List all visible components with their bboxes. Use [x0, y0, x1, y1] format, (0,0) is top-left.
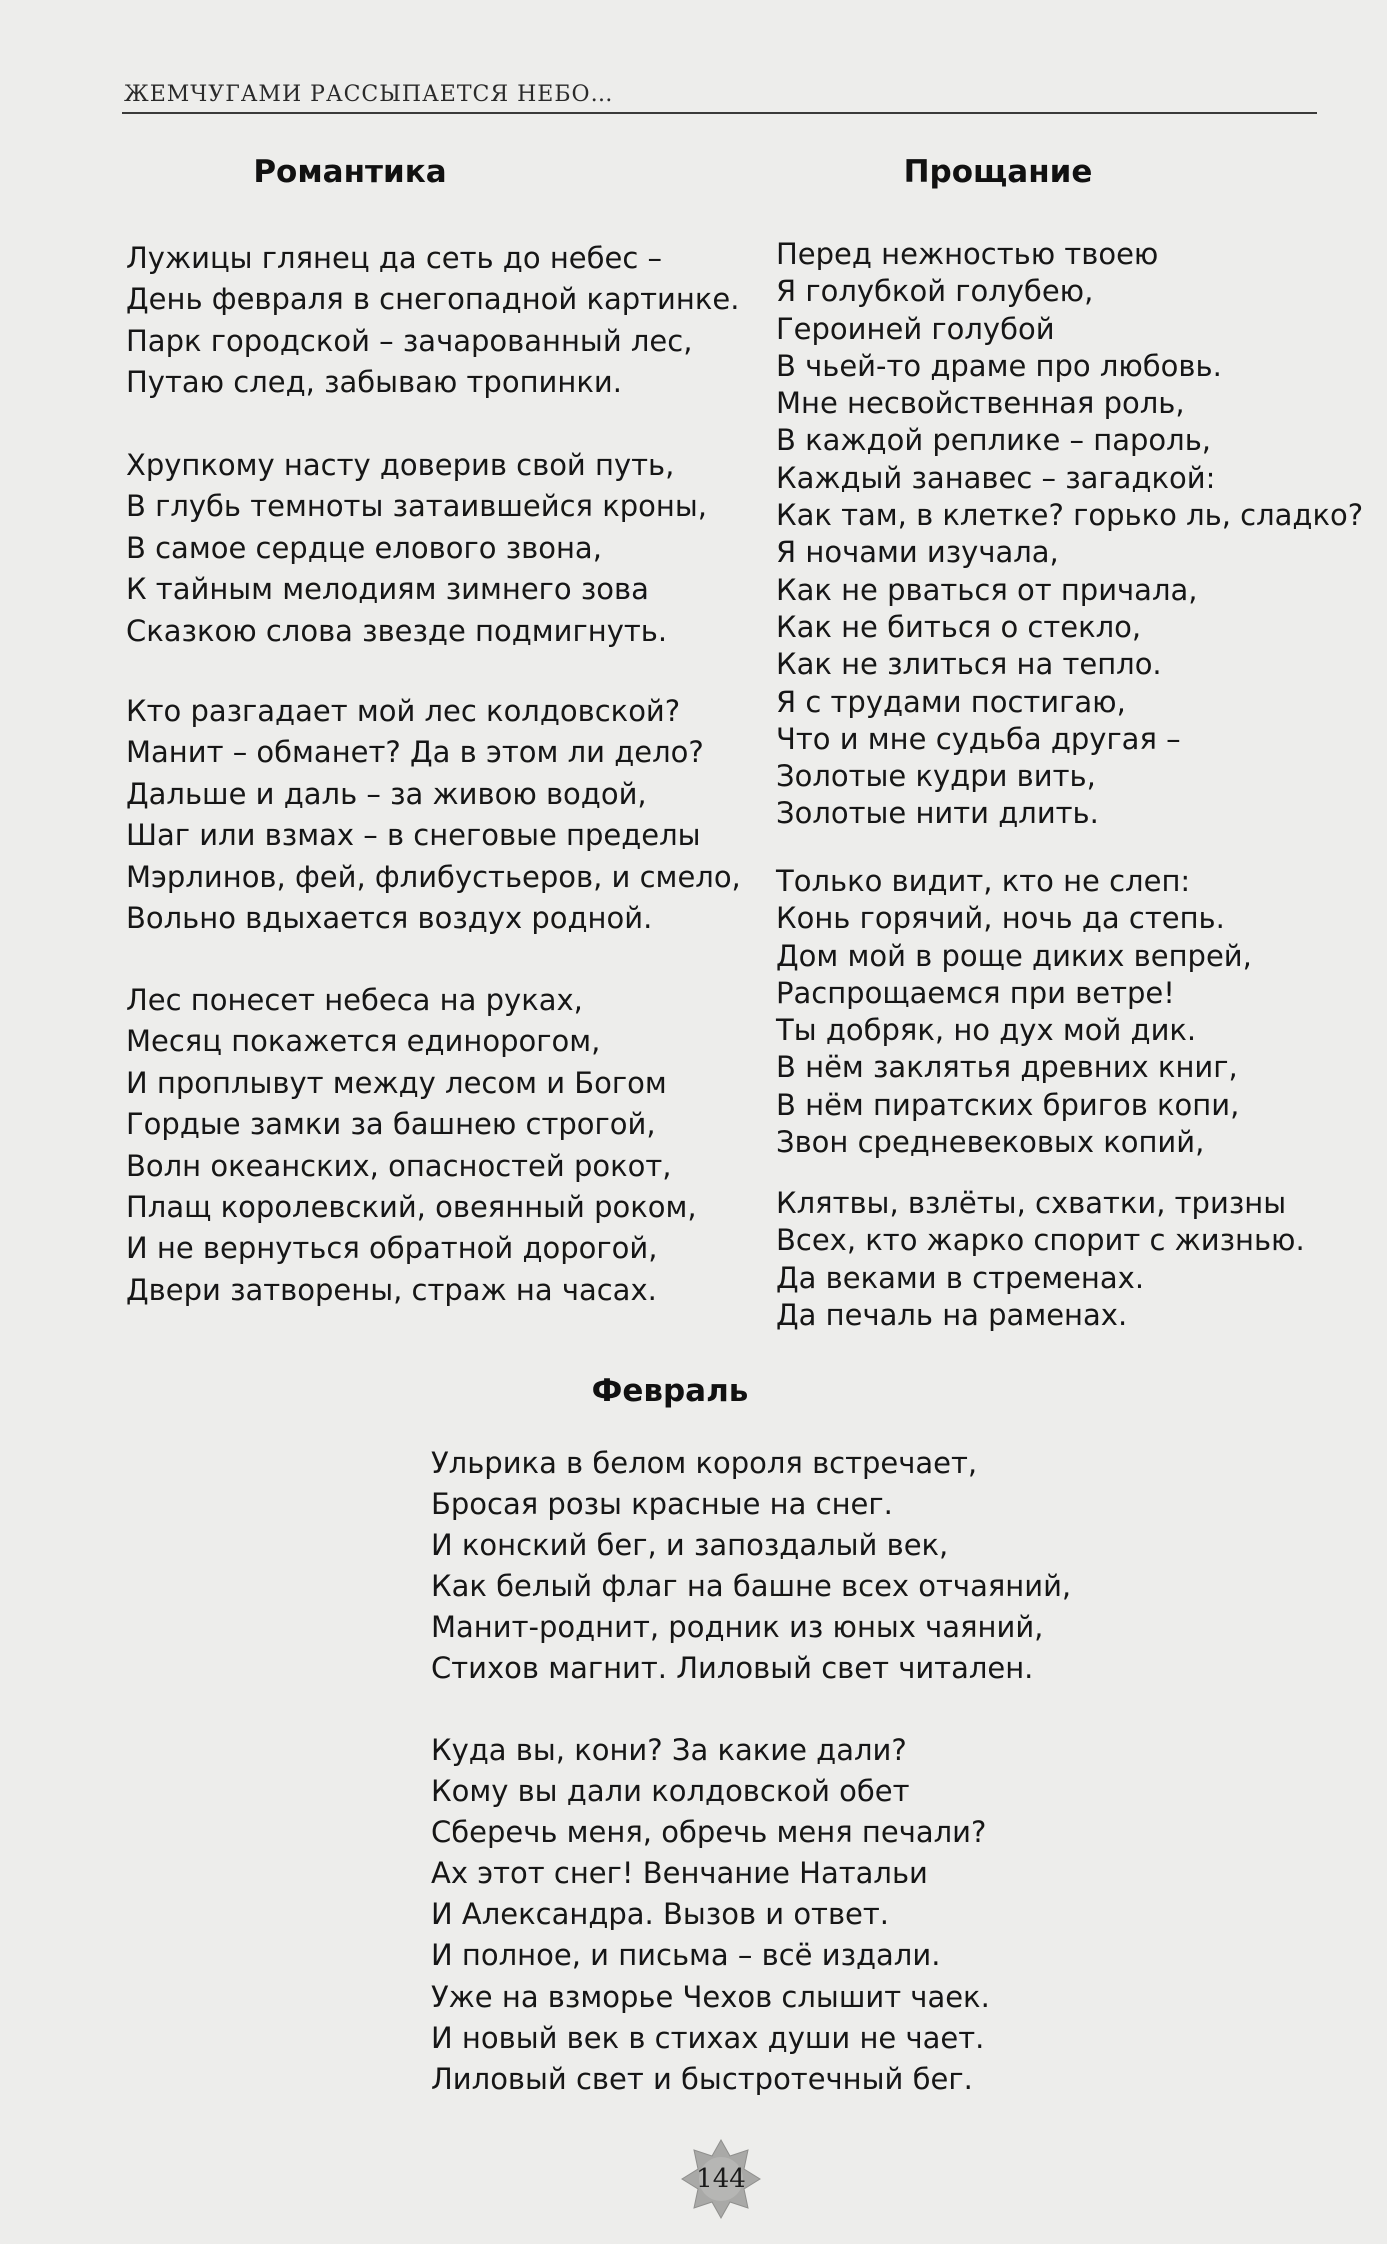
verse-line: В чьей-то драме про любовь. [776, 348, 1222, 383]
verse-line: И Александра. Вызов и ответ. [431, 1897, 889, 1932]
verse-line: Кто разгадает мой лес колдовской? [126, 694, 681, 728]
verse-line: Манит – обманет? Да в этом ли дело? [126, 735, 704, 770]
verse-line: Ульрика в белом короля встречает, [431, 1446, 978, 1480]
verse-line: День февраля в снегопадной картинке. [126, 282, 740, 317]
verse-line: Сказкою слова звезде подмигнуть. [126, 613, 668, 648]
poem-title-romantika: Романтика [253, 154, 447, 190]
verse-line: И проплывут между лесом и Богом [126, 1065, 667, 1100]
verse-line: Парк городской – зачарованный лес, [126, 323, 693, 358]
verse-line: Звон средневековых копий, [776, 1125, 1205, 1160]
stanza [431, 1443, 1071, 1690]
verse-line: Как там, в клетке? горько ль, сладко? [776, 498, 1364, 533]
verse-line: Только видит, кто не слеп: [776, 864, 1191, 898]
verse-line: Да веками в стременах. [776, 1260, 1145, 1295]
verse-line: Лес понесет небеса на руках, [126, 983, 583, 1017]
running-head: ЖЕМЧУГАМИ РАССЫПАЕТСЯ НЕБО… [124, 82, 614, 107]
verse-line: Как не рваться от причала, [776, 572, 1198, 607]
verse-line: Плащ королевский, овеянный роком, [126, 1189, 697, 1224]
verse-line: Распрощаемся при ветре! [776, 975, 1175, 1010]
verse-line: Ах этот снег! Венчание Натальи [431, 1856, 928, 1891]
verse-line: Мэрлинов, фей, флибустьеров, и смело, [126, 859, 741, 894]
verse-line: Волн океанских, опасностей рокот, [126, 1148, 672, 1183]
verse-line: Золотые нити длить. [776, 796, 1099, 831]
verse-line: Лиловый свет и быстротечный бег. [431, 2061, 973, 2096]
stanza [431, 1730, 990, 2100]
verse-line: Каждый занавес – загадкой: [776, 460, 1216, 495]
verse-line: И не вернуться обратной дорогой, [126, 1231, 658, 1266]
verse-line: Месяц покажется единорогом, [126, 1024, 601, 1059]
verse-line: Золотые кудри вить, [776, 759, 1096, 794]
verse-line: Мне несвойственная роль, [776, 386, 1185, 421]
verse-line: Я с трудами постигаю, [776, 684, 1126, 719]
verse-line: В нём пиратских бригов копи, [776, 1087, 1240, 1122]
verse-line: К тайным мелодиям зимнего зова [126, 572, 649, 607]
page-number: 144 [696, 2164, 746, 2194]
header-rule [122, 112, 1317, 114]
stanza [126, 980, 697, 1311]
verse-line: Героиней голубой [776, 311, 1055, 346]
verse-line: Я голубкой голубею, [776, 274, 1094, 309]
stanza [126, 691, 741, 939]
verse-line: Перед нежностью твоею [776, 237, 1159, 271]
verse-line: Я ночами изучала, [776, 535, 1059, 570]
stanza [776, 236, 1363, 833]
verse-line: И новый век в стихах души не чает. [431, 2020, 985, 2055]
verse-line: В глубь темноты затаившейся кроны, [126, 489, 707, 524]
stanza [776, 1185, 1305, 1334]
verse-line: Лужицы глянец да сеть до небес – [126, 241, 663, 275]
verse-line: Гордые замки за башнею строгой, [126, 1107, 656, 1142]
poem-title-proshchanie: Прощание [903, 154, 1093, 190]
verse-line: Уже на взморье Чехов слышит чаек. [431, 1979, 990, 2014]
verse-line: Двери затворены, страж на часах. [126, 1272, 657, 1307]
stanza [126, 238, 739, 404]
verse-line: Стихов магнит. Лиловый свет читален. [431, 1651, 1034, 1686]
verse-line: Путаю след, забываю тропинки. [126, 365, 622, 400]
verse-line: Бросая розы красные на снег. [431, 1487, 893, 1522]
verse-line: Куда вы, кони? За какие дали? [431, 1733, 907, 1767]
stanza [126, 445, 707, 652]
verse-line: И полное, и письма – всё издали. [431, 1938, 941, 1973]
verse-line: Как не биться о стекло, [776, 609, 1142, 644]
verse-line: В нём заклятья древних книг, [776, 1050, 1238, 1085]
verse-line: Всех, кто жарко спорит с жизнью. [776, 1223, 1305, 1258]
verse-line: Вольно вдыхается воздух родной. [126, 900, 653, 935]
verse-line: Хрупкому насту доверив свой путь, [126, 448, 675, 482]
verse-line: Конь горячий, ночь да степь. [776, 901, 1225, 936]
verse-line: В каждой реплике – пароль, [776, 423, 1211, 458]
verse-line: Кому вы дали колдовской обет [431, 1774, 910, 1809]
verse-line: И конский бег, и запоздалый век, [431, 1528, 949, 1563]
verse-line: Сберечь меня, обречь меня печали? [431, 1815, 987, 1850]
verse-line: Ты добряк, но дух мой дик. [776, 1013, 1197, 1048]
poem-title-fevral: Февраль [591, 1373, 749, 1409]
verse-line: Как белый флаг на башне всех отчаяний, [431, 1569, 1072, 1604]
verse-line: Да печаль на раменах. [776, 1297, 1128, 1332]
verse-line: В самое сердце елового звона, [126, 530, 602, 565]
stanza [776, 863, 1252, 1161]
verse-line: Что и мне судьба другая – [776, 721, 1181, 756]
verse-line: Шаг или взмах – в снеговые пределы [126, 818, 701, 853]
page-number-badge [680, 2138, 762, 2220]
verse-line: Клятвы, взлёты, схватки, тризны [776, 1186, 1287, 1220]
verse-line: Дальше и даль – за живою водой, [126, 776, 647, 811]
verse-line: Дом мой в роще диких вепрей, [776, 938, 1252, 973]
verse-line: Как не злиться на тепло. [776, 647, 1162, 682]
verse-line: Манит-роднит, родник из юных чаяний, [431, 1610, 1044, 1645]
